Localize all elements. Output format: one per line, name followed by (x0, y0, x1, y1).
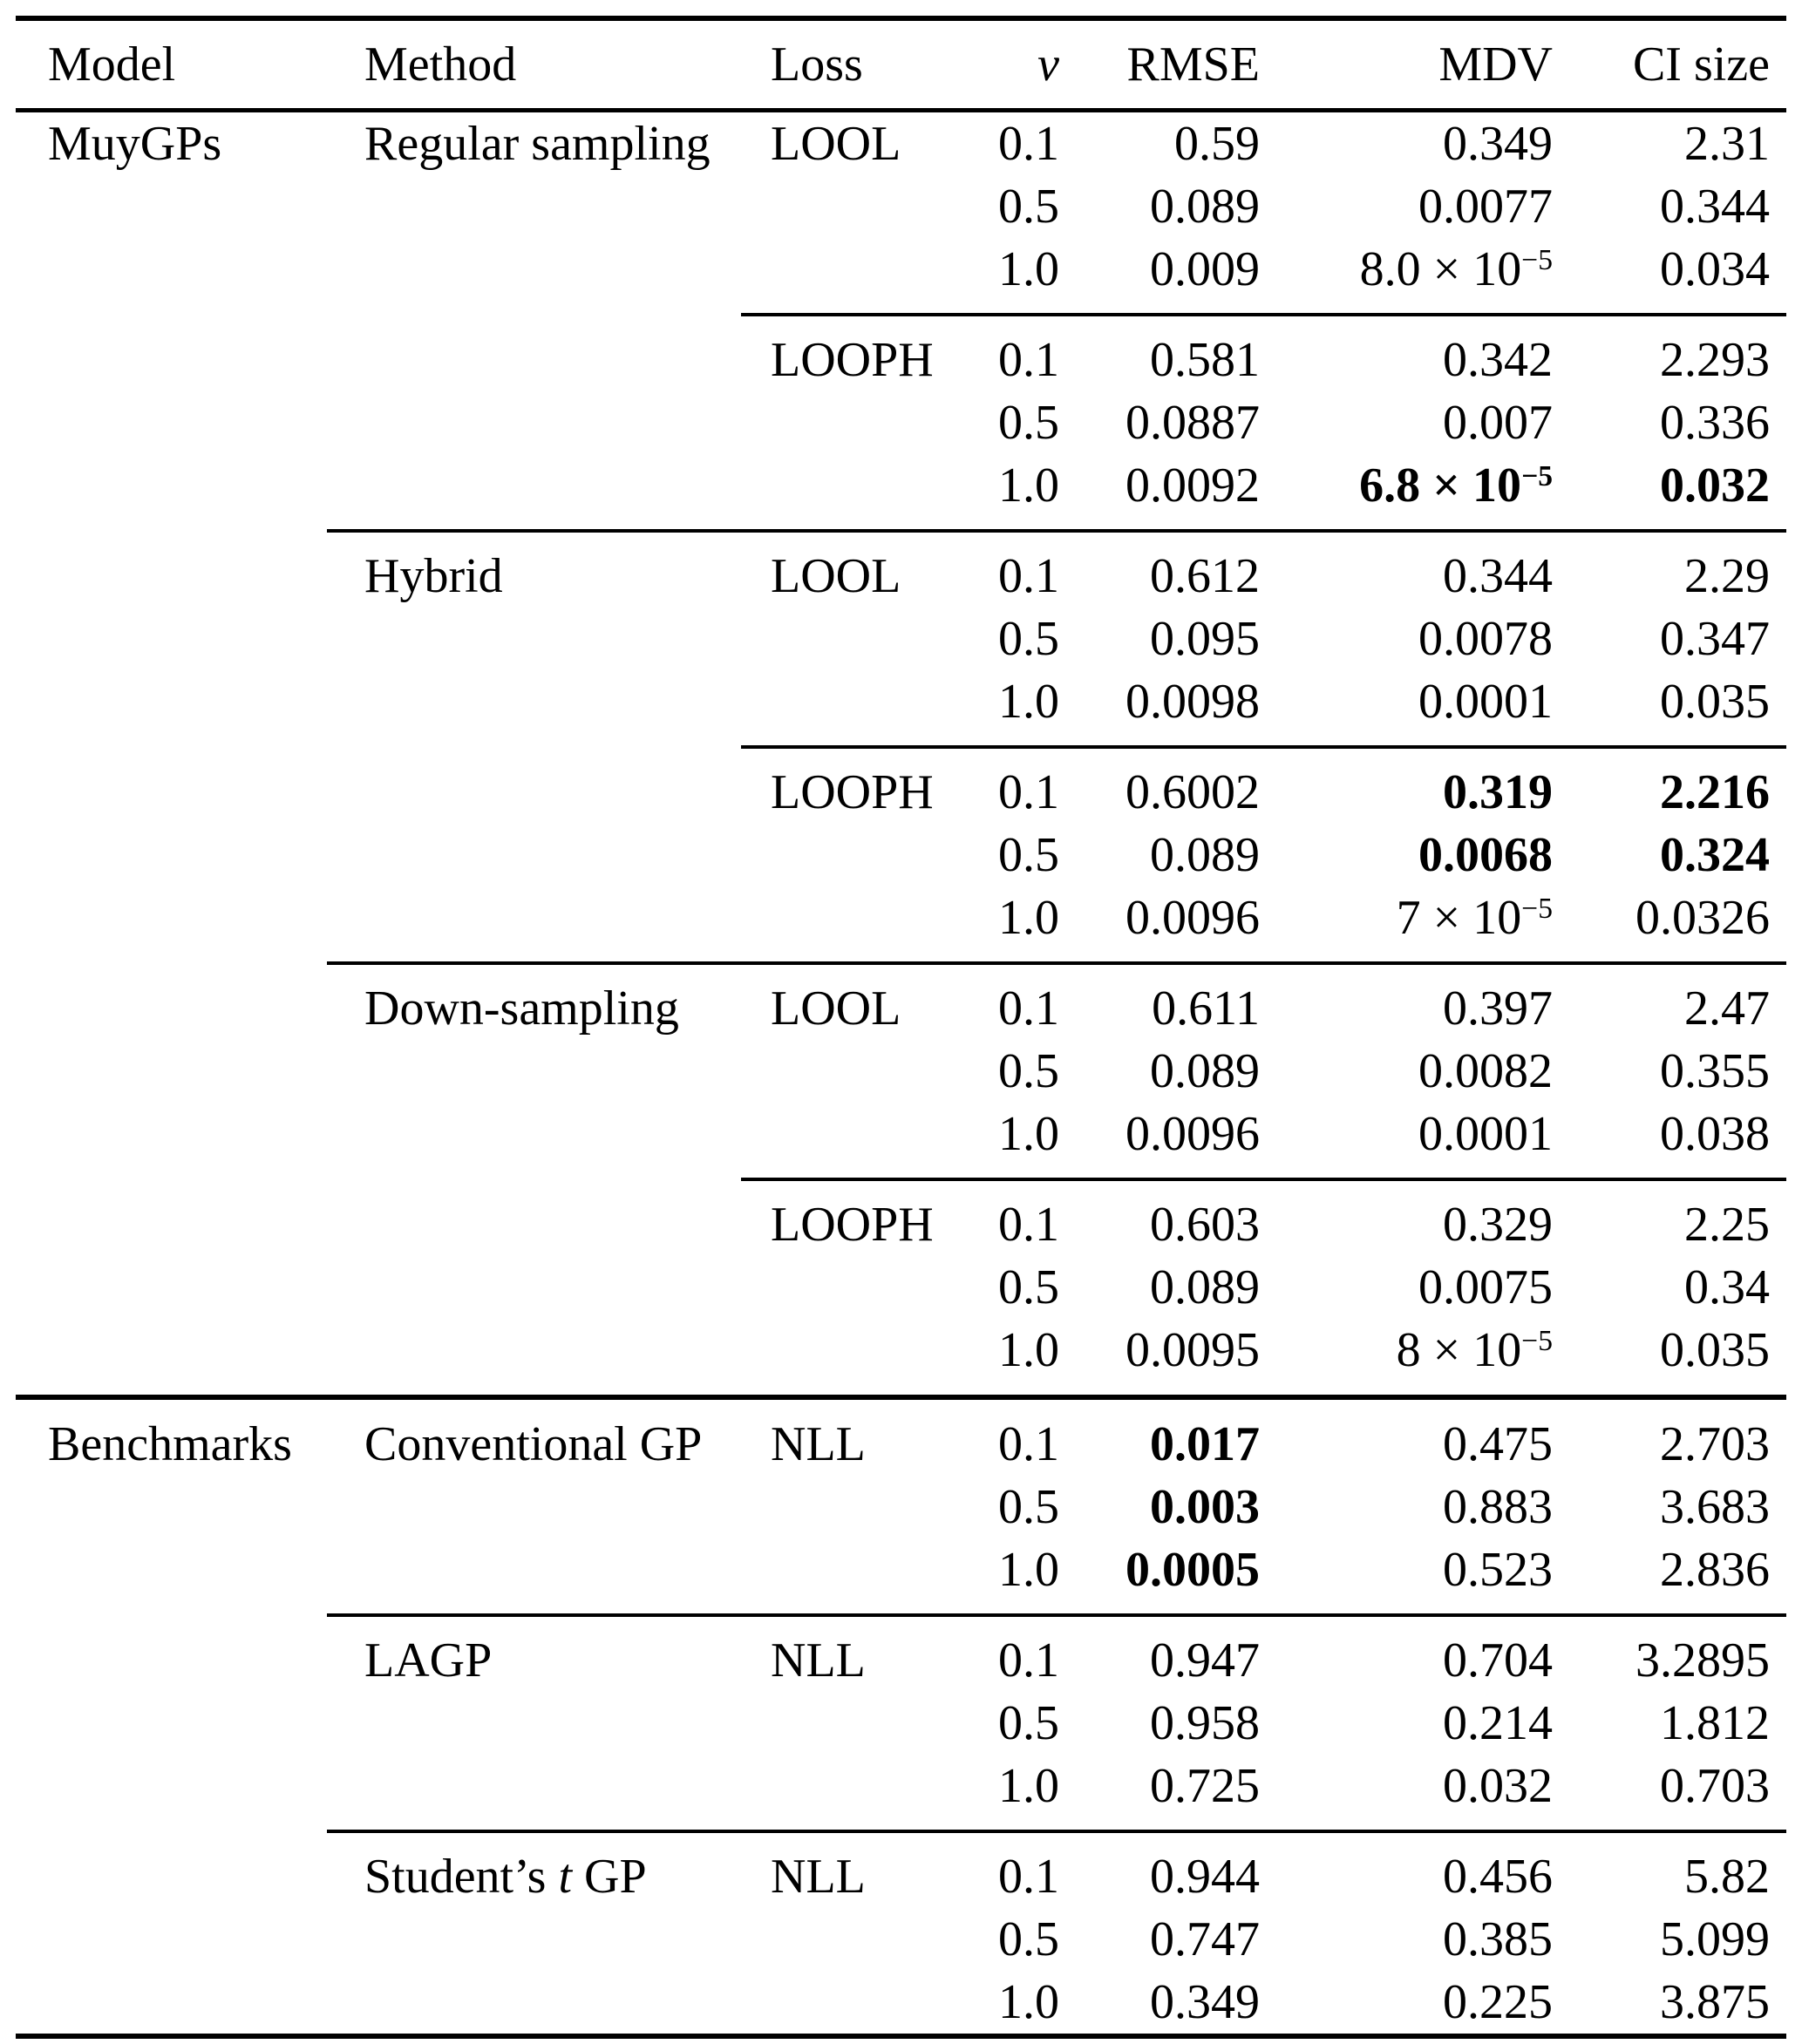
loss-cell: LOOPH (771, 765, 934, 819)
loss-cell: NLL (771, 1633, 866, 1687)
table-row (16, 1319, 1786, 1382)
mdv-cell: 0.032 (1443, 1759, 1553, 1813)
mdv-cell: 0.0082 (1418, 1044, 1553, 1098)
ci-cell: 0.324 (1660, 828, 1770, 882)
ci-cell: 3.875 (1660, 1975, 1770, 2029)
table-row (16, 1971, 1786, 2034)
loss-cell (741, 454, 942, 517)
mdv-cell: 0.342 (1443, 333, 1553, 387)
ci-cell: 0.703 (1660, 1759, 1770, 1813)
mdv-cell: 0.523 (1443, 1543, 1553, 1597)
ci-cell: 2.703 (1660, 1417, 1770, 1471)
rmse-cell: 0.003 (1150, 1480, 1260, 1534)
method-cell (327, 1908, 741, 1971)
loss-cell: NLL (771, 1417, 866, 1471)
table-row (16, 1845, 1786, 1908)
table-row (16, 329, 1786, 391)
ci-cell: 0.032 (1660, 458, 1770, 513)
table-row (16, 824, 1786, 886)
loss-cell: LOOPH (771, 1198, 934, 1252)
loss-cell (741, 1971, 942, 2034)
model-cell (16, 1193, 327, 1256)
model-cell (16, 670, 327, 733)
loss-cell (741, 391, 942, 454)
rmse-cell: 0.095 (1150, 612, 1260, 666)
nu-cell: 0.1 (998, 117, 1059, 171)
ci-cell: 2.836 (1660, 1543, 1770, 1597)
table-row (16, 886, 1786, 949)
table-row (16, 1413, 1786, 1476)
ci-cell: 2.31 (1684, 117, 1770, 171)
rmse-cell: 0.947 (1150, 1633, 1260, 1687)
method-cell (327, 761, 741, 824)
method-separator-line (327, 1613, 1786, 1617)
nu-cell: 0.5 (998, 1696, 1059, 1750)
nu-cell: 0.5 (998, 828, 1059, 882)
loss-separator-line (741, 745, 1786, 749)
method-cell (327, 1319, 741, 1382)
rmse-cell: 0.0095 (1125, 1323, 1260, 1377)
loss-separator-line (741, 313, 1786, 316)
ci-cell: 2.216 (1660, 765, 1770, 819)
mdv-cell: 0.329 (1443, 1198, 1553, 1252)
table-row (16, 1040, 1786, 1103)
method-cell (327, 824, 741, 886)
rmse-cell: 0.0005 (1125, 1543, 1260, 1597)
method-cell (327, 670, 741, 733)
loss-cell (741, 1256, 942, 1319)
method-separator-line (327, 529, 1786, 533)
nu-cell: 0.1 (998, 549, 1059, 603)
table-row (16, 1755, 1786, 1817)
loss-cell (741, 1319, 942, 1382)
rmse-cell: 0.59 (1174, 117, 1260, 171)
nu-cell: 1.0 (998, 675, 1059, 729)
table-row (16, 391, 1786, 454)
mdv-cell: 0.214 (1443, 1696, 1553, 1750)
table-row (16, 1692, 1786, 1755)
rmse-cell: 0.611 (1152, 981, 1260, 1036)
nu-cell: 0.1 (998, 333, 1059, 387)
method-separator-rule (16, 949, 1786, 977)
loss-cell (741, 886, 942, 949)
method-cell (327, 1040, 741, 1103)
method-separator-rule (16, 1601, 1786, 1629)
table-row (16, 977, 1786, 1040)
ci-cell: 3.2895 (1635, 1633, 1770, 1687)
rmse-cell: 0.958 (1150, 1696, 1260, 1750)
loss-cell (741, 175, 942, 238)
method-cell (327, 1971, 741, 2034)
loss-cell (741, 1476, 942, 1538)
ci-cell: 0.035 (1660, 675, 1770, 729)
loss-cell (741, 1538, 942, 1601)
loss-cell: LOOL (771, 981, 901, 1036)
loss-cell (741, 1755, 942, 1817)
method-cell (327, 1538, 741, 1601)
model-cell (16, 175, 327, 238)
ci-cell: 0.038 (1660, 1107, 1770, 1161)
rmse-cell: 0.0092 (1125, 458, 1260, 513)
mdv-cell: 0.883 (1443, 1480, 1553, 1534)
group-separator-rule (16, 1382, 1786, 1413)
nu-cell: 0.1 (998, 1417, 1059, 1471)
col-header-loss: Loss (771, 37, 863, 92)
table-row (16, 1538, 1786, 1601)
rmse-cell: 0.349 (1150, 1975, 1260, 2029)
model-cell (16, 545, 327, 608)
rmse-cell: 0.612 (1150, 549, 1260, 603)
nu-cell: 1.0 (998, 1323, 1059, 1377)
ci-cell: 1.812 (1660, 1696, 1770, 1750)
loss-cell: LOOPH (771, 333, 934, 387)
loss-cell: LOOL (771, 549, 901, 603)
mdv-cell: $8 \times 10^{-5}$ (1396, 1323, 1553, 1377)
table-row (16, 175, 1786, 238)
method-cell (327, 391, 741, 454)
ci-cell: 0.344 (1660, 180, 1770, 234)
mdv-cell: 0.385 (1443, 1912, 1553, 1966)
method-cell (327, 454, 741, 517)
rmse-cell: 0.581 (1150, 333, 1260, 387)
nu-cell: 1.0 (998, 891, 1059, 945)
rmse-cell: 0.089 (1150, 828, 1260, 882)
nu-cell: 0.5 (998, 1260, 1059, 1314)
method-cell (327, 1755, 741, 1817)
model-cell (16, 1319, 327, 1382)
method-cell (327, 1103, 741, 1165)
nu-cell: 0.5 (998, 1044, 1059, 1098)
model-cell (16, 977, 327, 1040)
method-cell: Hybrid (364, 549, 503, 603)
loss-cell (741, 608, 942, 670)
rmse-cell: 0.0887 (1125, 396, 1260, 450)
nu-cell: 0.5 (998, 1480, 1059, 1534)
rmse-cell: 0.725 (1150, 1759, 1260, 1813)
ci-cell: 5.82 (1684, 1850, 1770, 1904)
col-header-model: Model (48, 37, 176, 92)
table-row (16, 761, 1786, 824)
loss-cell: LOOL (771, 117, 901, 171)
method-separator-line (327, 1830, 1786, 1833)
loss-separator-line (741, 1178, 1786, 1181)
model-cell (16, 391, 327, 454)
mdv-cell: 0.0078 (1418, 612, 1553, 666)
model-cell (16, 886, 327, 949)
table-row (16, 545, 1786, 608)
model-cell (16, 1971, 327, 2034)
rmse-cell: 0.009 (1150, 242, 1260, 296)
ci-cell: 0.336 (1660, 396, 1770, 450)
nu-cell: 1.0 (998, 1543, 1059, 1597)
table-row (16, 1103, 1786, 1165)
nu-cell: 0.5 (998, 1912, 1059, 1966)
mdv-cell: 0.0001 (1418, 1107, 1553, 1161)
ci-cell: 2.47 (1684, 981, 1770, 1036)
ci-cell: 0.347 (1660, 612, 1770, 666)
loss-cell (741, 1040, 942, 1103)
model-cell (16, 454, 327, 517)
model-cell (16, 1845, 327, 1908)
rmse-cell: 0.747 (1150, 1912, 1260, 1966)
group-separator-line (16, 1395, 1786, 1400)
rmse-cell: 0.089 (1150, 1044, 1260, 1098)
mdv-cell: $6.8 \times 10^{-5}$ (1359, 458, 1553, 513)
ci-cell: 2.25 (1684, 1198, 1770, 1252)
nu-cell: 0.5 (998, 612, 1059, 666)
table-row (16, 1256, 1786, 1319)
loss-cell (741, 1908, 942, 1971)
model-cell (16, 824, 327, 886)
mdv-cell: 0.475 (1443, 1417, 1553, 1471)
rmse-cell: 0.0096 (1125, 891, 1260, 945)
model-cell (16, 1103, 327, 1165)
mdv-cell: 0.0077 (1418, 180, 1553, 234)
mdv-cell: 0.456 (1443, 1850, 1553, 1904)
table-row (16, 454, 1786, 517)
model-cell (16, 1629, 327, 1692)
model-cell (16, 1755, 327, 1817)
nu-cell: 0.5 (998, 180, 1059, 234)
loss-separator-rule (16, 301, 1786, 329)
col-header-method: Method (364, 37, 517, 92)
col-header-rmse: RMSE (1126, 37, 1260, 92)
model-cell: MuyGPs (48, 117, 222, 171)
model-cell (16, 761, 327, 824)
table-row (16, 1629, 1786, 1692)
col-header-nu: ν (1037, 37, 1059, 92)
loss-cell (741, 238, 942, 301)
method-cell: Student’s t GP (364, 1850, 647, 1904)
model-cell (16, 238, 327, 301)
ci-cell: 0.035 (1660, 1323, 1770, 1377)
rmse-cell: 0.017 (1150, 1417, 1260, 1471)
method-cell (327, 1193, 741, 1256)
loss-cell: NLL (771, 1850, 866, 1904)
model-cell (16, 608, 327, 670)
nu-cell: 0.1 (998, 1633, 1059, 1687)
mdv-cell: $7 \times 10^{-5}$ (1396, 891, 1553, 945)
rmse-cell: 0.089 (1150, 1260, 1260, 1314)
ci-cell: 2.293 (1660, 333, 1770, 387)
method-separator-rule (16, 517, 1786, 545)
method-cell (327, 886, 741, 949)
rmse-cell: 0.944 (1150, 1850, 1260, 1904)
ci-cell: 0.0326 (1635, 891, 1770, 945)
table-row (16, 1193, 1786, 1256)
ci-cell: 2.29 (1684, 549, 1770, 603)
ci-cell: 0.355 (1660, 1044, 1770, 1098)
table-row (16, 608, 1786, 670)
rmse-cell: 0.6002 (1125, 765, 1260, 819)
mdv-cell: 0.349 (1443, 117, 1553, 171)
method-cell (327, 608, 741, 670)
mdv-cell: 0.344 (1443, 549, 1553, 603)
table-bottom-rule (16, 2034, 1786, 2039)
nu-cell: 0.1 (998, 1850, 1059, 1904)
nu-cell: 0.1 (998, 765, 1059, 819)
model-cell (16, 1538, 327, 1601)
loss-cell (741, 670, 942, 733)
table-row (16, 670, 1786, 733)
method-cell: LAGP (364, 1633, 493, 1687)
nu-cell: 0.1 (998, 1198, 1059, 1252)
model-cell (16, 1692, 327, 1755)
mdv-cell: 0.704 (1443, 1633, 1553, 1687)
method-cell (327, 238, 741, 301)
nu-cell: 0.5 (998, 396, 1059, 450)
mdv-cell: 0.0075 (1418, 1260, 1553, 1314)
mdv-cell: 0.007 (1443, 396, 1553, 450)
method-cell (327, 1256, 741, 1319)
method-cell: Down-sampling (364, 981, 679, 1036)
nu-cell: 1.0 (998, 1107, 1059, 1161)
table-body (16, 112, 1786, 2034)
loss-separator-rule (16, 1165, 1786, 1193)
loss-cell (741, 1103, 942, 1165)
ci-cell: 0.34 (1684, 1260, 1770, 1314)
model-cell (16, 1256, 327, 1319)
rmse-cell: 0.0098 (1125, 675, 1260, 729)
loss-cell (741, 824, 942, 886)
model-cell (16, 1476, 327, 1538)
ci-cell: 0.034 (1660, 242, 1770, 296)
mdv-cell: 0.397 (1443, 981, 1553, 1036)
rmse-cell: 0.603 (1150, 1198, 1260, 1252)
nu-cell: 1.0 (998, 1759, 1059, 1813)
nu-cell: 1.0 (998, 458, 1059, 513)
mdv-cell: 0.0068 (1418, 828, 1553, 882)
mdv-cell: 0.225 (1443, 1975, 1553, 2029)
model-cell: Benchmarks (48, 1417, 292, 1471)
mdv-cell: 0.0001 (1418, 675, 1553, 729)
table-row (16, 112, 1786, 175)
model-cell (16, 1908, 327, 1971)
model-cell (16, 329, 327, 391)
ci-cell: 3.683 (1660, 1480, 1770, 1534)
method-cell: Regular sampling (364, 117, 711, 171)
nu-cell: 0.1 (998, 981, 1059, 1036)
method-cell (327, 1476, 741, 1538)
loss-separator-rule (16, 733, 1786, 761)
mdv-cell: $8.0 \times 10^{-5}$ (1359, 242, 1553, 296)
table-row (16, 238, 1786, 301)
rmse-cell: 0.0096 (1125, 1107, 1260, 1161)
method-separator-rule (16, 1817, 1786, 1845)
results-table (16, 16, 1786, 2039)
nu-cell: 1.0 (998, 242, 1059, 296)
table-header-row (16, 21, 1786, 108)
method-cell (327, 329, 741, 391)
method-cell (327, 175, 741, 238)
mdv-cell: 0.319 (1443, 765, 1553, 819)
ci-cell: 5.099 (1660, 1912, 1770, 1966)
col-header-mdv: MDV (1438, 37, 1553, 92)
model-cell (16, 1040, 327, 1103)
method-cell (327, 1692, 741, 1755)
method-cell: Conventional GP (364, 1417, 703, 1471)
nu-cell: 1.0 (998, 1975, 1059, 2029)
loss-cell (741, 1692, 942, 1755)
rmse-cell: 0.089 (1150, 180, 1260, 234)
table-row (16, 1476, 1786, 1538)
table-row (16, 1908, 1786, 1971)
col-header-ci-size: CI size (1632, 37, 1770, 92)
method-separator-line (327, 961, 1786, 965)
